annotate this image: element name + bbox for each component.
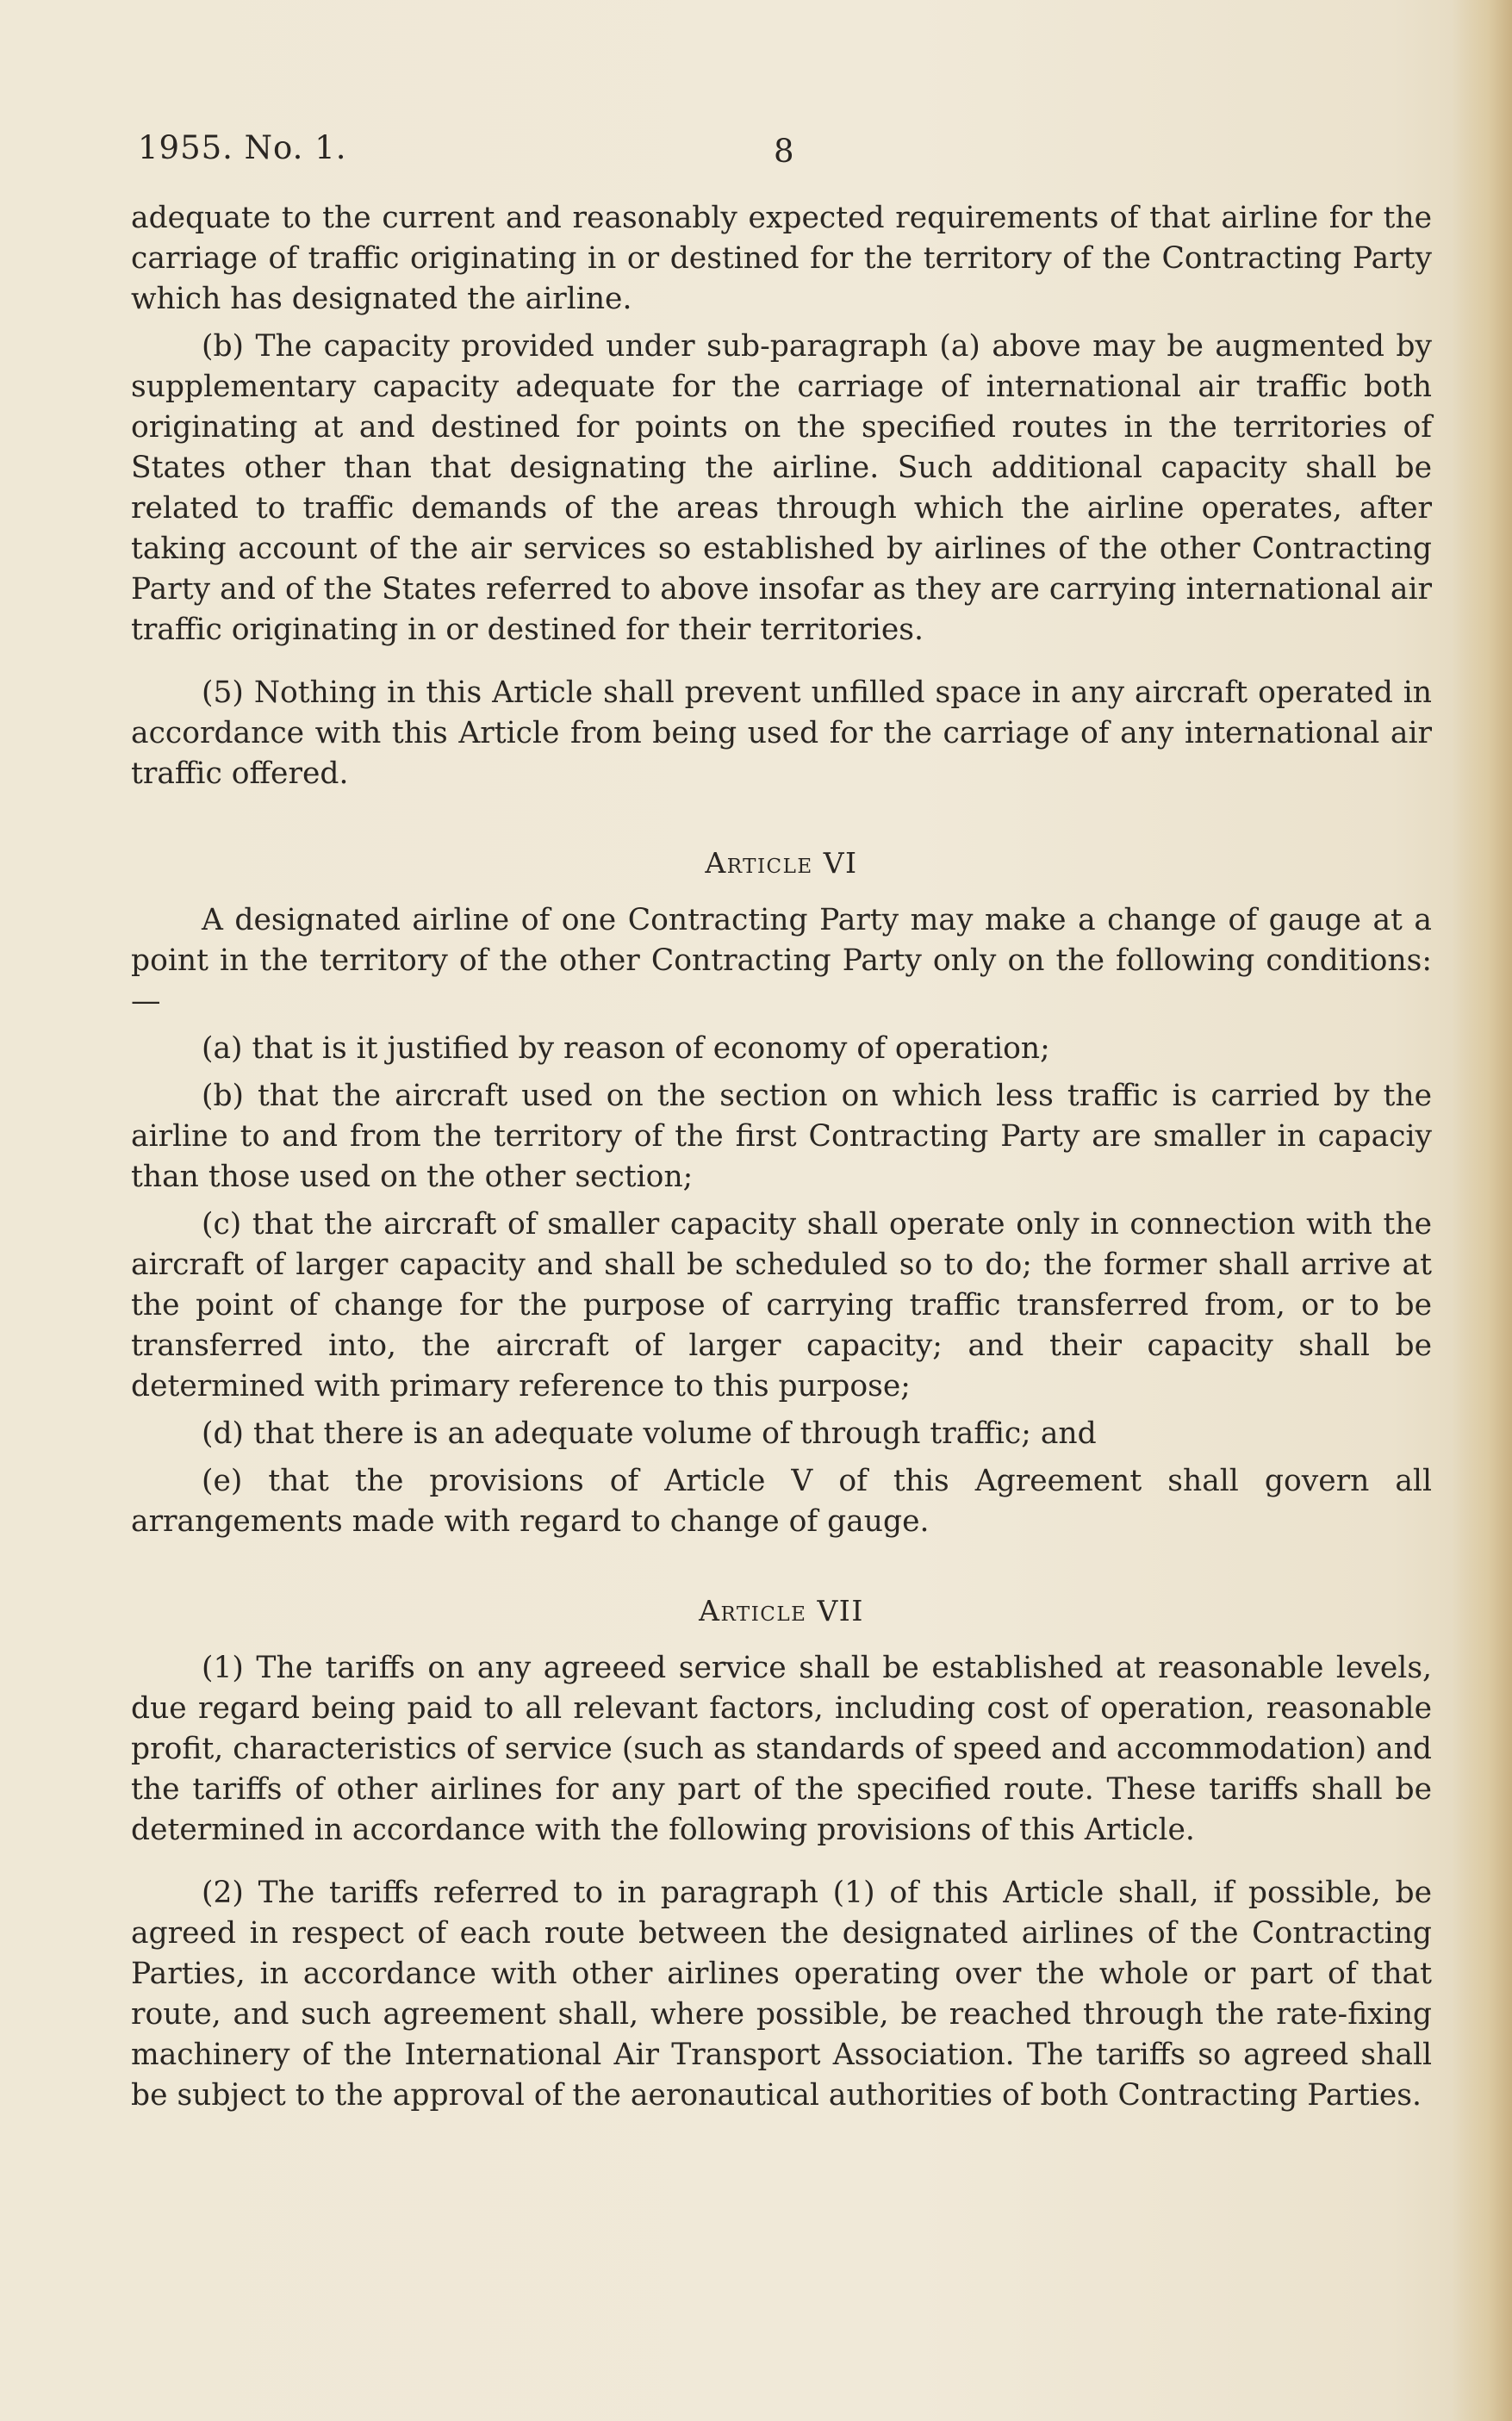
document-reference: 1955. No. 1. bbox=[138, 129, 347, 166]
article-6-condition-d: (d) that there is an adequate volume of through traffic; and bbox=[202, 1416, 1097, 1451]
paragraph-continuation: adequate to the current and reasonably expected requirements of that airline for the carriage of traffic originating in or destined for the territory of the Contracting Party which has designated the airline. bbox=[131, 201, 1432, 316]
document-body bbox=[131, 198, 1432, 2116]
article-6-intro: A designated airline of one Contracting Party may make a change of gauge at a point in the territory of the other Contracting Party only on the following conditions: — bbox=[131, 903, 1432, 1018]
page-header bbox=[138, 129, 1430, 181]
article-6-condition-b: (b) that the aircraft used on the section on which less traffic is carried by the airline to and from the territory of the first Contracting Party are smaller in capaciy than those used on the other section; bbox=[131, 1079, 1432, 1194]
article-6-condition-c: (c) that the aircraft of smaller capacity shall operate only in connection with the aircraft of larger capacity and shall be scheduled so to do; the former shall arrive at the point of change for the purpose of carrying traffic transferred from, or to be transferred into, the aircraft of larger capacity; and their capacity shall be determined with primary reference to this purpose; bbox=[131, 1207, 1432, 1403]
page-edge-shadow bbox=[1452, 0, 1512, 2421]
article-7-paragraph-1: (1) The tariffs on any agreeed service shall be established at reasonable levels, due regard being paid to all relevant factors, including cost of operation, reasonable profit, characteristics of service (such as standards of speed and accommodation) and the tariffs of other airlines for any part of the specified route. These tariffs shall be determined in accordance with the following provisions of this Article. bbox=[131, 1651, 1432, 1847]
article-6-condition-a: (a) that is it justified by reason of economy of operation; bbox=[202, 1031, 1050, 1066]
article-6-condition-e: (e) that the provisions of Article V of this Agreement shall govern all arrangements made with regard to change of gauge. bbox=[131, 1464, 1432, 1539]
article-7-heading: Article VII bbox=[699, 1594, 864, 1627]
paragraph-5: (5) Nothing in this Article shall prevent unfilled space in any aircraft operated in accordance with this Article from being used for the carriage of any international air traffic offered. bbox=[131, 675, 1432, 791]
paragraph-4b: (b) The capacity provided under sub-paragraph (a) above may be augmented by supplementary capacity adequate for the carriage of international air traffic both originating at and destined for points on the specified routes in the territories of States other than that designating the airline. Such additional capacity shall be related to traffic demands of the areas through which the airline operates, after taking account of the air services so established by airlines of the other Contracting Party and of the States referred to above insofar as they are carrying international air traffic originating in or destined for their territories. bbox=[131, 329, 1432, 647]
article-7-paragraph-2: (2) The tariffs referred to in paragraph (1) of this Article shall, if possible, be agreed in respect of each route between the designated airlines of the Contracting Parties, in accordance with other airlines operating over the whole or part of that route, and such agreement shall, where possible, be reached through the rate-fixing machinery of the International Air Transport Association. The tariffs so agreed shall be subject to the approval of the aeronautical authorities of both Contracting Parties. bbox=[131, 1876, 1432, 2113]
page-number: 8 bbox=[774, 133, 794, 170]
article-6-heading: Article VI bbox=[705, 846, 858, 880]
